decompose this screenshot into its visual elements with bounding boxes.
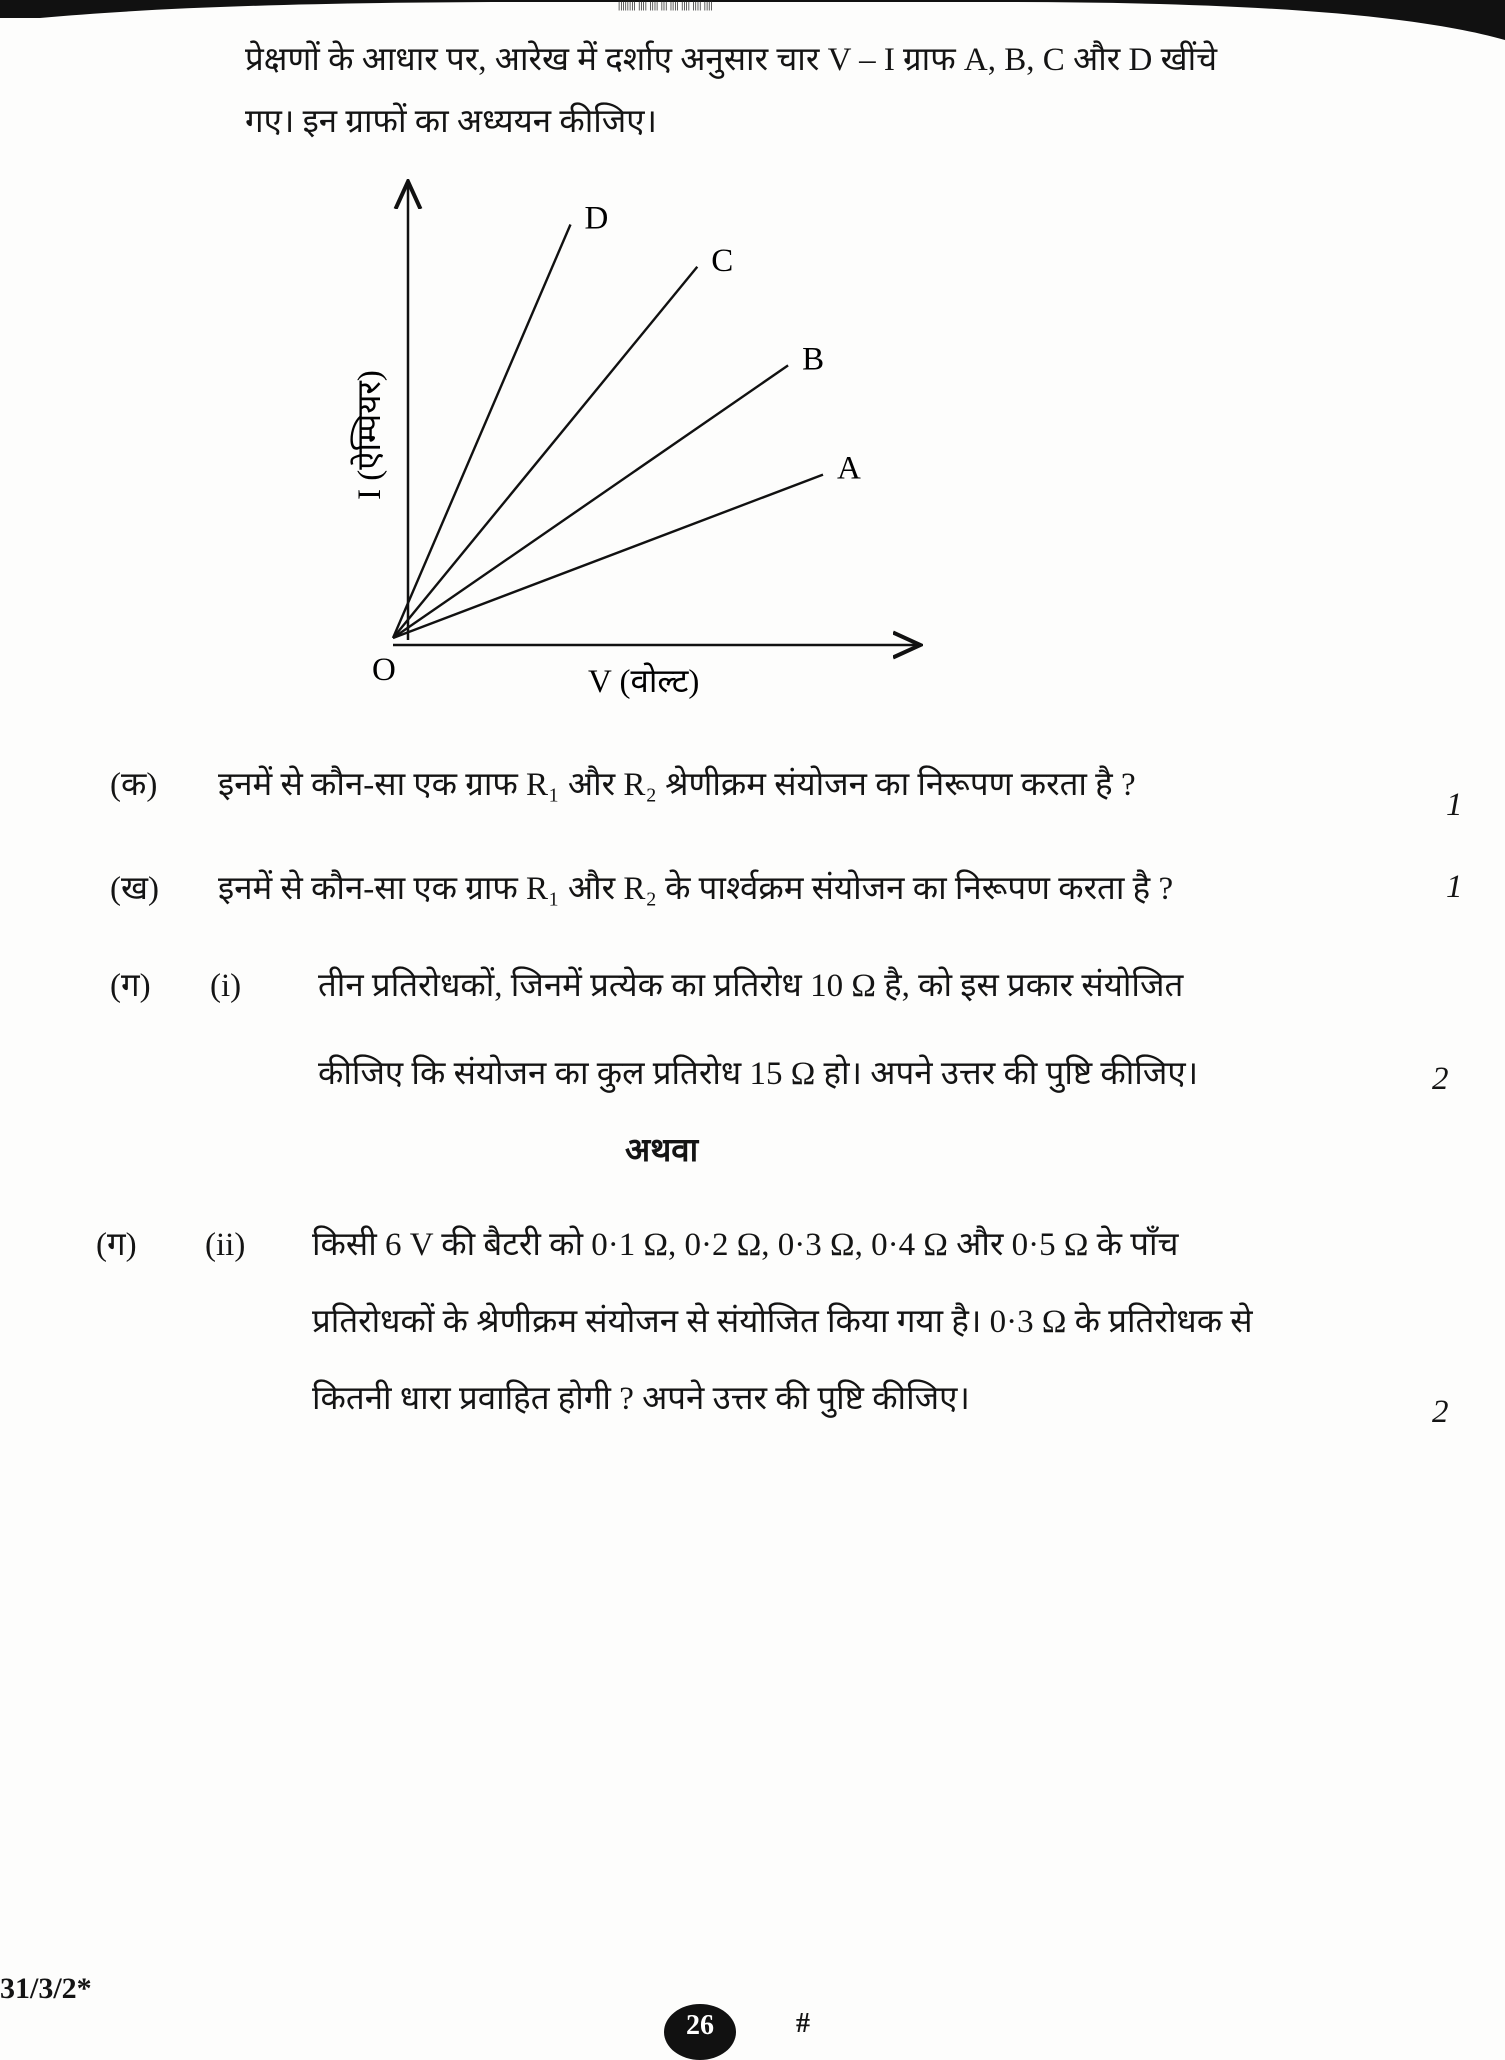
question-marks: 2 [1432, 1061, 1449, 1097]
question-text-line: कीजिए कि संयोजन का कुल प्रतिरोध 15 Ω हो। अपने उत्तर की पुष्टि कीजिए। [318, 1056, 1199, 1092]
series-label-B: B [802, 341, 825, 378]
origin-label: O [372, 652, 396, 688]
series-label-A: A [837, 450, 861, 487]
intro-line-1: प्रेक्षणों के आधार पर, आरेख में दर्शाए अनुसार चार V – I ग्राफ A, B, C और D खींचे [245, 42, 1218, 78]
question-sub-label: (ii) [205, 1227, 246, 1263]
intro-line-2: गए। इन ग्राफों का अध्ययन कीजिए। [245, 104, 658, 140]
or-label: अथवा [625, 1133, 699, 1169]
question-marks: 1 [1446, 869, 1463, 905]
top-page-edge [0, 0, 1505, 40]
question-text-line: प्रतिरोधकों के श्रेणीक्रम संयोजन से संयोजित किया गया है। 0·3 Ω के प्रतिरोधक से [312, 1304, 1253, 1340]
x-axis-label: V (वोल्ट) [588, 664, 700, 700]
hash-mark: # [796, 2008, 810, 2039]
question-sub-label: (i) [210, 968, 242, 1004]
question-label: (क) [110, 767, 158, 803]
question-text-line: तीन प्रतिरोधकों, जिनमें प्रत्येक का प्रतिरोध 10 Ω है, को इस प्रकार संयोजित [318, 968, 1184, 1004]
series-label-D: D [584, 200, 609, 237]
question-text-line: इनमें से कौन-सा एक ग्राफ R₁ और R₂ के पार्श्वक्रम संयोजन का निरूपण करता है ? [218, 871, 1174, 907]
series-label-C: C [711, 242, 734, 279]
question-marks: 1 [1446, 787, 1463, 823]
question-text-line: कितनी धारा प्रवाहित होगी ? अपने उत्तर की पुष्टि कीजिए। [312, 1381, 970, 1417]
barcode: |||||||| |||| |||| ||| |||| |||| |||| |||| [618, 0, 713, 11]
question-text-line: इनमें से कौन-सा एक ग्राफ R₁ और R₂ श्रेणीक्रम संयोजन का निरूपण करता है ? [218, 767, 1136, 803]
paper-code: 31/3/2* [0, 1972, 92, 2005]
vi-graph [330, 170, 950, 710]
question-label: (ग) [96, 1227, 137, 1263]
question-label: (ख) [110, 871, 159, 907]
question-label: (ग) [110, 968, 151, 1004]
question-marks: 2 [1432, 1394, 1449, 1430]
question-text-line: किसी 6 V की बैटरी को 0·1 Ω, 0·2 Ω, 0·3 Ω, 0·4 Ω और 0·5 Ω के पाँच [312, 1227, 1179, 1263]
y-axis-label: I (ऐम्पियर) [352, 370, 388, 500]
series-line-A [393, 475, 823, 638]
series-line-C [393, 267, 697, 638]
page-number: 26 [664, 2004, 736, 2060]
